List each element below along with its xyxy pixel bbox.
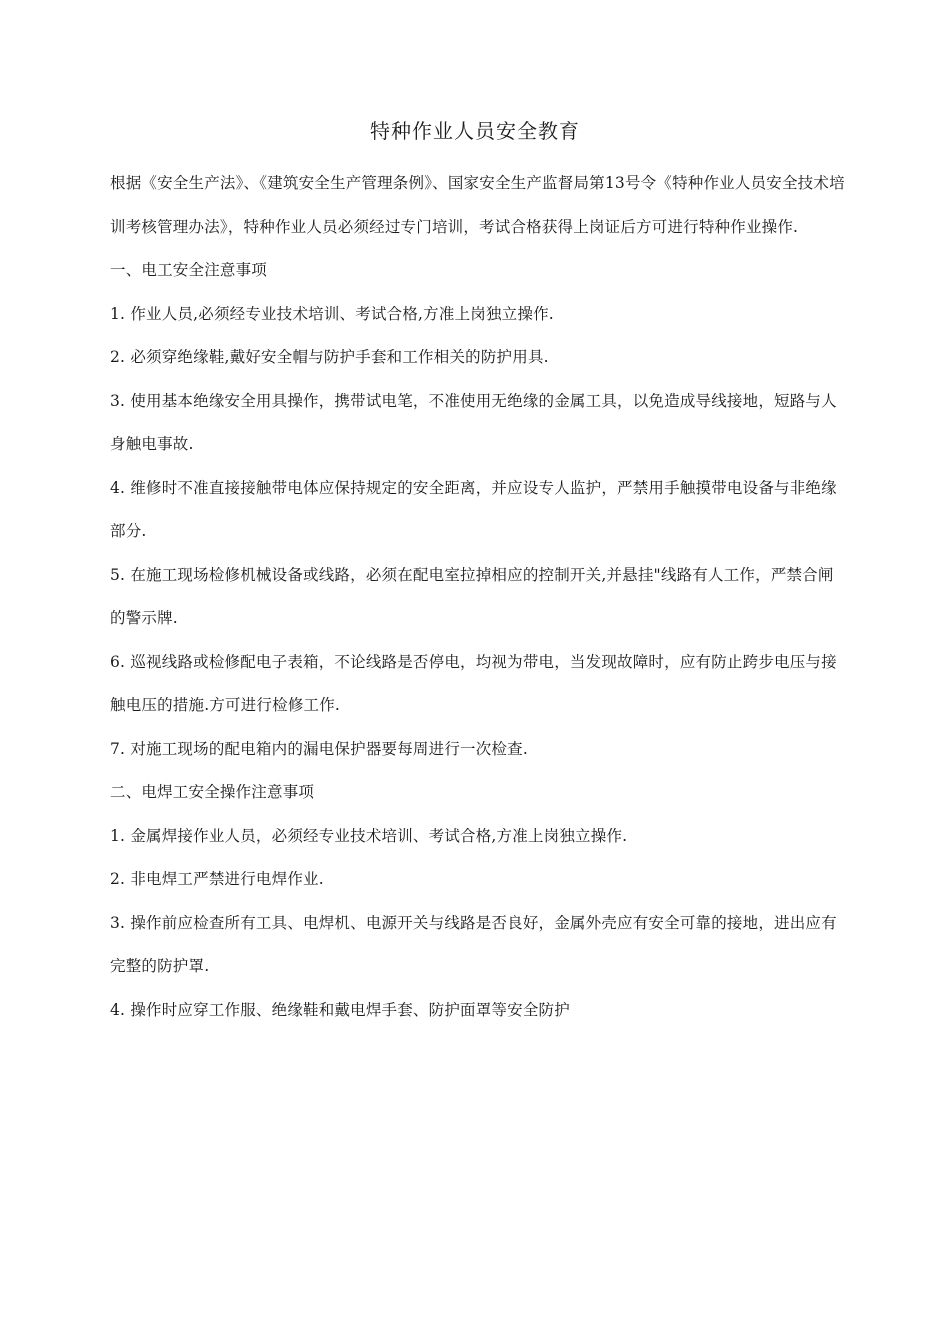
list-item: 6. 巡视线路或检修配电子表箱，不论线路是否停电，均视为带电，当发现故障时，应有防止跨步电压与接触电压的措施.方可进行检修工作.	[110, 652, 837, 714]
list-item: 3. 操作前应检查所有工具、电焊机、电源开关与线路是否良好，金属外壳应有安全可靠的接地，进出应有完整的防护罩.	[110, 913, 837, 975]
section-heading-welder: 二、电焊工安全操作注意事项	[110, 783, 315, 801]
page-title: 特种作业人员安全教育	[370, 119, 580, 143]
list-item: 4. 操作时应穿工作服、绝缘鞋和戴电焊手套、防护面罩等安全防护	[110, 1000, 570, 1019]
list-item: 2. 必须穿绝缘鞋,戴好安全帽与防护手套和工作相关的防护用具.	[110, 348, 549, 366]
list-item: 4. 维修时不准直接接触带电体应保持规定的安全距离，并应设专人监护，严禁用手触摸带电设备与非绝缘部分.	[110, 478, 837, 540]
list-item: 5. 在施工现场检修机械设备或线路，必须在配电室拉掉相应的控制开关,并悬挂"线路有人工作，严禁合闸的警示牌.	[110, 565, 834, 627]
list-item: 3. 使用基本绝缘安全用具操作，携带试电笔，不准使用无绝缘的金属工具，以免造成导线接地，短路与人身触电事故.	[110, 391, 837, 453]
list-item: 1. 金属焊接作业人员，必须经专业技术培训、考试合格,方准上岗独立操作.	[110, 826, 628, 845]
list-item: 7. 对施工现场的配电箱内的漏电保护器要每周进行一次检查.	[110, 739, 528, 758]
intro-paragraph: 根据《安全生产法》、《建筑安全生产管理条例》、国家安全生产监督局第13号令《特种作业人员安全技术培训考核管理办法》，特种作业人员必须经过专门培训，考试合格获得上岗证后方可进行特种作业操作.	[110, 174, 845, 236]
section-heading-electrician: 一、电工安全注意事项	[110, 261, 268, 279]
list-item: 1. 作业人员,必须经专业技术培训、考试合格,方准上岗独立操作.	[110, 304, 554, 323]
document-body	[110, 162, 845, 1032]
list-item: 2. 非电焊工严禁进行电焊作业.	[110, 870, 324, 888]
